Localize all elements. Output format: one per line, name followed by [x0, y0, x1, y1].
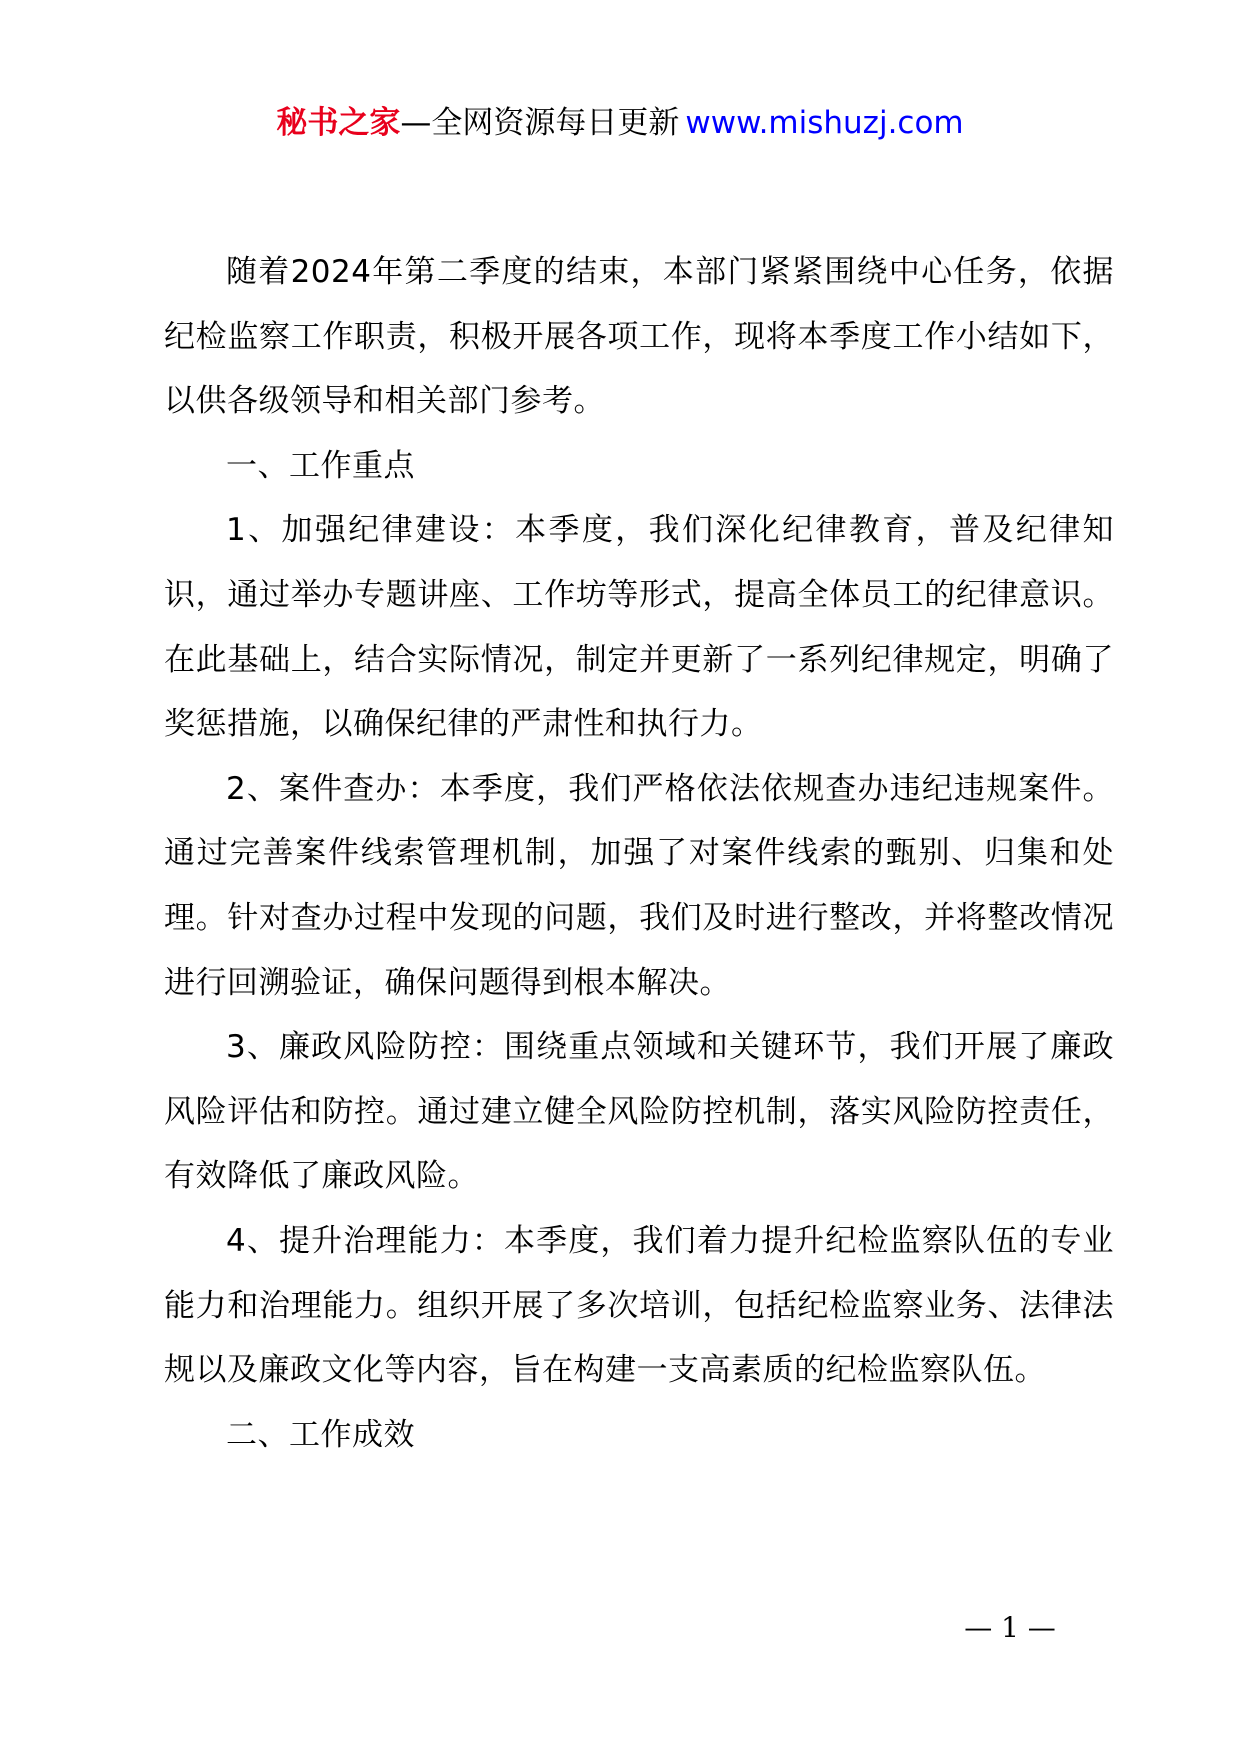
page-number: — 1 — — [964, 1611, 1056, 1644]
intro-paragraph: 随着2024年第二季度的结束，本部门紧紧围绕中心任务，依据纪检监察工作职责，积极开展各项工作，现将本季度工作小结如下，以供各级领导和相关部门参考。 — [164, 254, 1114, 420]
site-brand: 秘书之家 — [276, 105, 401, 141]
document-body — [164, 240, 1114, 1467]
site-url-link[interactable]: www.mishuzj.com — [685, 105, 964, 141]
section-heading-work-focus: 一、工作重点 — [226, 447, 415, 484]
item-case-handling: 2、案件查办：本季度，我们严格依法依规查办违纪违规案件。通过完善案件线索管理机制，加强了对案件线索的甄别、归集和处理。针对查办过程中发现的问题，我们及时进行整改，并将整改情况进行回溯验证，确保问题得到根本解决。 — [164, 770, 1114, 1001]
item-discipline-building: 1、加强纪律建设：本季度，我们深化纪律教育，普及纪律知识，通过举办专题讲座、工作坊等形式，提高全体员工的纪律意识。在此基础上，结合实际情况，制定并更新了一系列纪律规定，明确了奖惩措施，以确保纪律的严肃性和执行力。 — [164, 512, 1114, 743]
site-header — [0, 100, 1240, 146]
item-governance-capacity: 4、提升治理能力：本季度，我们着力提升纪检监察队伍的专业能力和治理能力。组织开展了多次培训，包括纪检监察业务、法律法规以及廉政文化等内容，旨在构建一支高素质的纪检监察队伍。 — [164, 1222, 1114, 1389]
site-tagline: —全网资源每日更新 — [400, 105, 680, 141]
section-heading-work-results: 二、工作成效 — [226, 1416, 415, 1453]
item-integrity-risk-control: 3、廉政风险防控：围绕重点领域和关键环节，我们开展了廉政风险评估和防控。通过建立健全风险防控机制，落实风险防控责任，有效降低了廉政风险。 — [164, 1029, 1114, 1195]
